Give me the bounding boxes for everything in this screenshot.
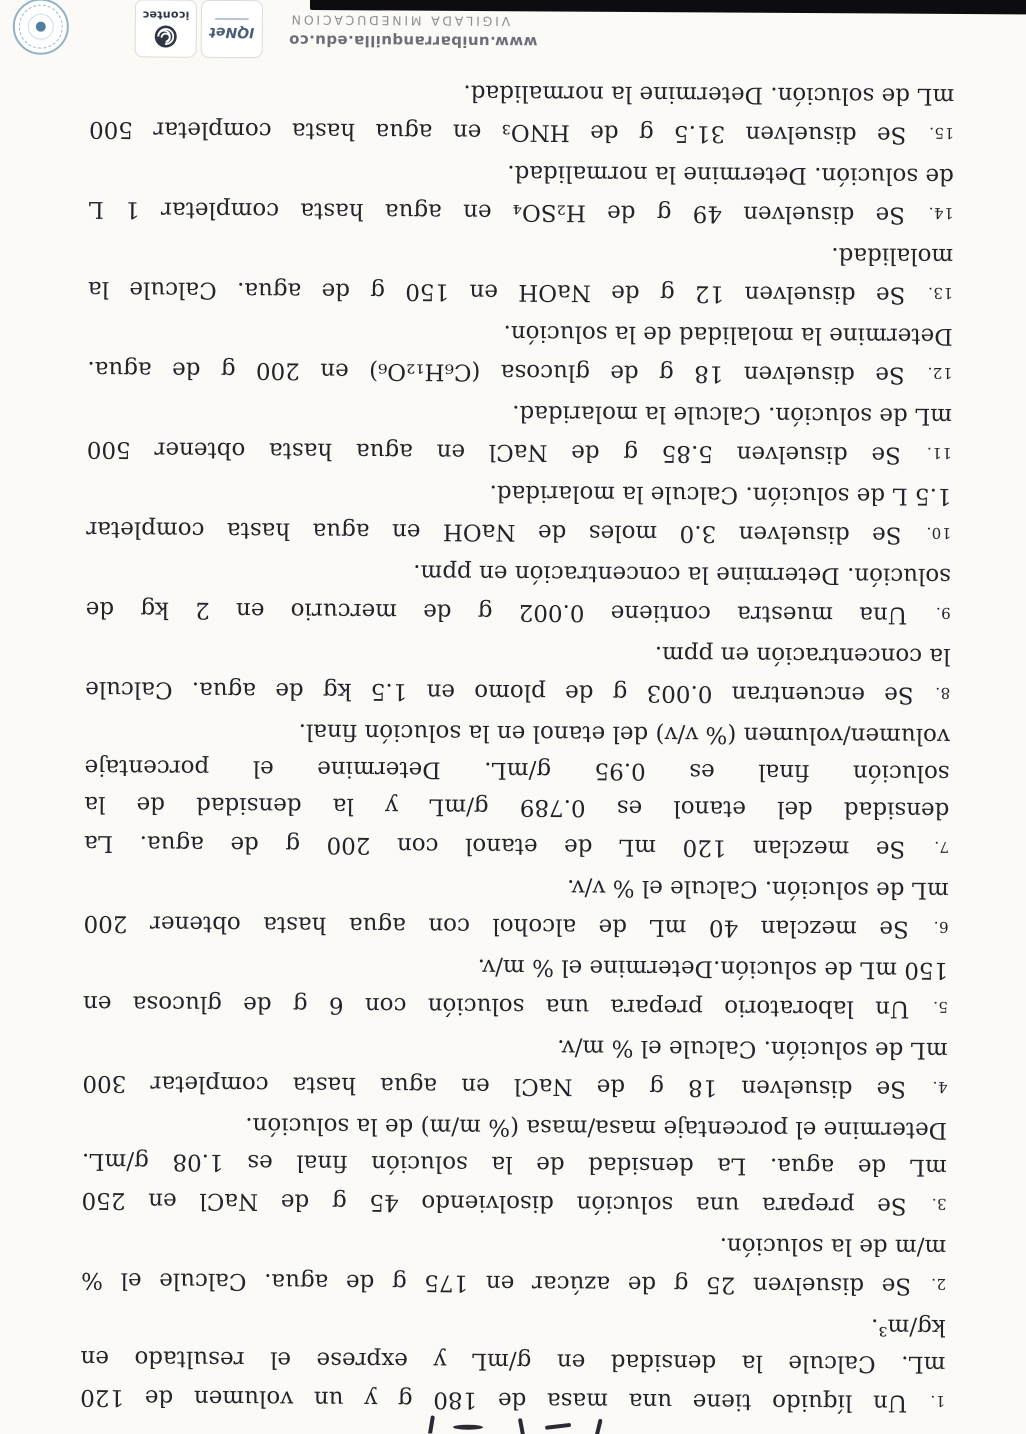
problem-line: solución final es 0.95 g/mL. Determine el porcentaje	[84, 754, 950, 787]
problem-number: 11.	[926, 443, 952, 463]
problem-line: 4. Se disuelven 18 g de NaCl en agua hasta completar 300	[82, 1070, 948, 1102]
problem-line: densidad del etanol es 0.789 g/mL y la densidad de la	[84, 791, 950, 824]
problem-line: 3. Se prepara una solución disolviendo 45 g de NaCl en 250	[81, 1187, 947, 1219]
problem-item	[87, 391, 953, 473]
problem-item	[82, 1025, 948, 1107]
problem-line: la concentración en ppm.	[654, 640, 951, 670]
problem-line: 5. Un laboratorio prepara una solución con 6 g de glucosa en	[82, 990, 949, 1022]
problem-item	[83, 945, 949, 1027]
problem-line: mL. Calcule la densidad en g/mL y exprese el resultado en	[80, 1344, 946, 1378]
problem-line: 2. Se disuelven 25 g de azúcar en 175 g de agua. Calcule el %	[80, 1266, 947, 1299]
problem-number: 9.	[935, 603, 951, 623]
problem-number: 1.	[929, 1391, 946, 1411]
iqnet-label: IQNet	[209, 23, 255, 41]
problem-number: 14.	[928, 203, 954, 223]
problem-line: 9. Una muestra contiene 0.002 g de mercurio en 2 kg de	[85, 596, 951, 628]
problem-line: m/m de la solución.	[719, 1232, 947, 1261]
problem-number: 2.	[930, 1274, 947, 1294]
badge-center-icon	[36, 22, 46, 32]
problem-number: 13.	[927, 283, 954, 303]
problem-line: 1.5 L de solución. Calcule la molaridad.	[489, 479, 952, 510]
problem-number: 4.	[932, 1077, 948, 1097]
problem-line: mL de solución. Calcule la molaridad.	[512, 399, 953, 430]
problem-line: 12. Se disuelven 18 g de glucosa (C₆H₁₂O₆) en 200 g de agua.	[87, 356, 953, 388]
ink-stroke	[591, 1419, 602, 1434]
problem-number: 8.	[934, 683, 951, 703]
problem-number: 6.	[933, 917, 949, 937]
problem-item	[89, 71, 955, 153]
problem-line: Determine la molalidad de la solución.	[503, 319, 953, 350]
problem-line: 10. Se disuelven 3.0 moles de NaOH en agua hasta completar	[86, 516, 952, 548]
problem-line: molalidad.	[831, 242, 954, 270]
ink-stroke	[545, 1423, 571, 1430]
problem-line: de solución. Determine la normalidad.	[507, 159, 954, 190]
problem-item	[87, 311, 953, 393]
problem-line: 1. Un líquido tiene una masa de 180 g y un volumen de 120	[80, 1383, 946, 1416]
problem-item	[83, 865, 949, 947]
problem-line: 15. Se disuelven 31.5 g de HNO₃ en agua hasta completar 500	[89, 116, 955, 148]
problem-item	[88, 231, 954, 313]
problem-line: 8. Se encuentran 0.003 g de plomo en 1.5 kg de agua. Calcule	[85, 676, 951, 708]
icontec-spiral-icon	[154, 24, 178, 48]
vigilada-mineducacion-label: VIGILADA MINEDUCACION	[288, 12, 511, 29]
problem-number: 10.	[925, 523, 952, 543]
iqnet-logo	[201, 0, 263, 58]
problem-item	[80, 1302, 946, 1421]
ink-stroke	[518, 1418, 528, 1434]
ink-stroke	[453, 1425, 483, 1430]
problem-line: 11. Se disuelven 5.85 g de NaCl en agua hasta obtener 500	[86, 436, 952, 468]
problem-item	[86, 471, 952, 553]
problem-item	[84, 711, 950, 867]
problem-number: 5.	[932, 997, 949, 1017]
problem-number: 15.	[928, 123, 955, 143]
problem-item	[81, 1105, 947, 1224]
problem-number: 7.	[933, 837, 950, 857]
problem-line: 13. Se disuelven 12 g de NaOH en 150 g de agua. Calcule la	[87, 276, 954, 308]
problem-line: mL de agua. La densidad de la solución final es 1.08 g/mL.	[81, 1148, 947, 1181]
problem-list	[80, 67, 954, 1421]
ink-stroke	[427, 1415, 435, 1434]
icontec-logo	[135, 0, 197, 58]
icontec-label: icontec	[142, 8, 190, 22]
problem-number: 3.	[931, 1194, 947, 1214]
problem-line: solución. Determine la concentración en ppm.	[413, 559, 952, 590]
problem-line: Determine el porcentaje masa/masa (% m/m) de la solución.	[245, 1112, 948, 1144]
certification-badge	[13, 0, 69, 55]
iqnet-underline	[215, 18, 249, 20]
problem-number: 12.	[926, 363, 953, 383]
problem-line: 150 mL de solución.Determine el % m/v.	[477, 953, 949, 984]
website-url: www.unibarranquilla.edu.co	[288, 31, 538, 52]
problem-item	[86, 551, 952, 633]
problem-line: mL de solución. Determine la normalidad.	[463, 79, 955, 110]
problem-item	[81, 1222, 947, 1304]
problem-line: volumen/volumen (% v/v) del etanol en la solución final.	[298, 718, 950, 750]
problem-line: mL de solución. Calcule el % m/v.	[556, 1034, 948, 1064]
problem-line: 14. Se disuelven 49 g de H₂SO₄ en agua hasta completar 1 L	[88, 196, 954, 228]
problem-item	[88, 151, 954, 233]
problem-item	[85, 631, 951, 713]
problem-line: mL de solución. Calcule el % v/v.	[566, 874, 949, 904]
problem-line: 7. Se mezclan 120 mL de etanol con 200 g de agua. La	[84, 830, 950, 862]
problem-line: kg/m³.	[870, 1313, 946, 1341]
problem-line: 6. Se mezclan 40 mL de alcohol con agua hasta obtener 200	[83, 910, 949, 942]
